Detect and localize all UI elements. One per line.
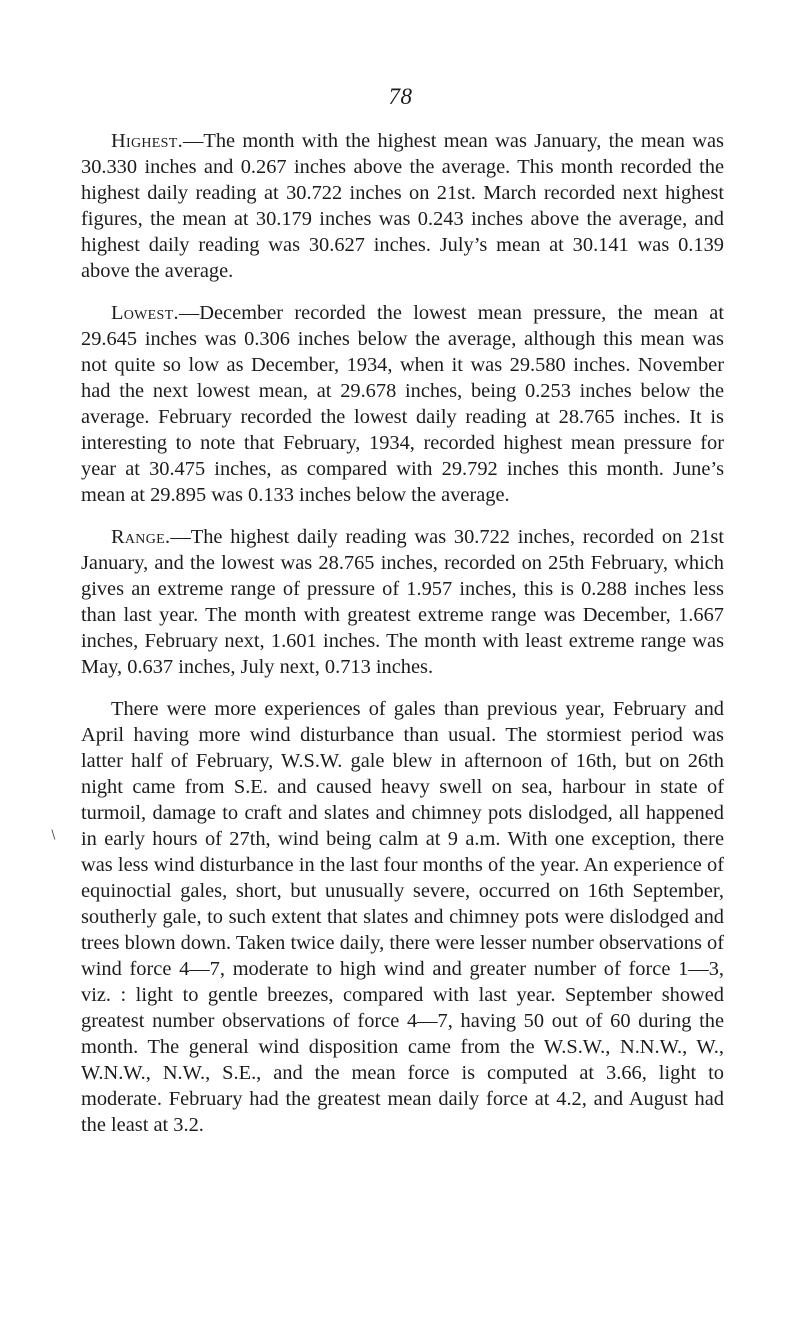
body-text <box>81 128 724 1154</box>
paragraph-heading-range: Range. <box>111 526 171 548</box>
paragraph-text: —December recorded the lowest mean pressure, the mean at 29.645 inches was 0.306 inches below the average, although this mean was not quite so low as December, 1934, when it was 29.580 inches. November had the next lowest mean, at 29.678 inches, being 0.253 inches below the average. February recorded the lowest daily reading at 28.765 inches. It is interesting to note that February, 1934, recorded highest mean pressure for year at 30.475 inches, as compared with 29.792 inches this month. June’s mean at 29.895 was 0.133 inches below the average. <box>81 302 724 506</box>
paragraph-text: There were more experiences of gales than previous year, February and April having more wind disturbance than usual. The stormiest period was latter half of February, W.S.W. gale blew in afternoon of 16th, but on 26th night came from S.E. and caused heavy swell on sea, harbour in state of turmoil, damage to craft and slates and chimney pots dislodged, all happened in early hours of 27th, wind being calm at 9 a.m. With one exception, there was less wind disturbance in the last four months of the year. An experience of equinoctial gales, short, but unusually severe, occurred on 16th September, southerly gale, to such extent that slates and chimney pots were dislodged and trees blown down. Taken twice daily, there were lesser number observations of wind force 4—7, moderate to high wind and greater number of force 1—3, viz. : light to gentle breezes, compared with last year. September showed greatest number observations of force 4—7, having 50 out of 60 during the month. The general wind disposition came from the W.S.W., N.N.W., W., W.N.W., N.W., S.E., and the mean force is computed at 3.66, light to moderate. February had the greatest mean daily force at 4.2, and August had the least at 3.2. <box>81 698 724 1136</box>
page-number: 78 <box>388 84 413 109</box>
paragraph-heading-highest: Highest. <box>111 130 183 152</box>
paragraph-range <box>81 524 724 680</box>
print-speck-mark: ∖ <box>49 828 57 842</box>
paragraph-text: —The month with the highest mean was January, the mean was 30.330 inches and 0.267 inches above the average. This month recorded the highest daily reading at 30.722 inches on 21st. March recorded next highest figures, the mean at 30.179 inches was 0.243 inches above the average, and highest daily reading was 30.627 inches. July’s mean at 30.141 was 0.139 above the average. <box>81 130 724 282</box>
paragraph-gales <box>81 696 724 1138</box>
paragraph-lowest <box>81 300 724 508</box>
paragraph-heading-lowest: Lowest. <box>111 302 179 324</box>
paragraph-text: —The highest daily reading was 30.722 inches, recorded on 21st January, and the lowest was 28.765 inches, recorded on 25th February, which gives an extreme range of pressure of 1.957 inches, this is 0.288 inches less than last year. The month with greatest extreme range was December, 1.667 inches, February next, 1.601 inches. The month with least extreme range was May, 0.637 inches, July next, 0.713 inches. <box>81 526 724 678</box>
paragraph-highest <box>81 128 724 284</box>
